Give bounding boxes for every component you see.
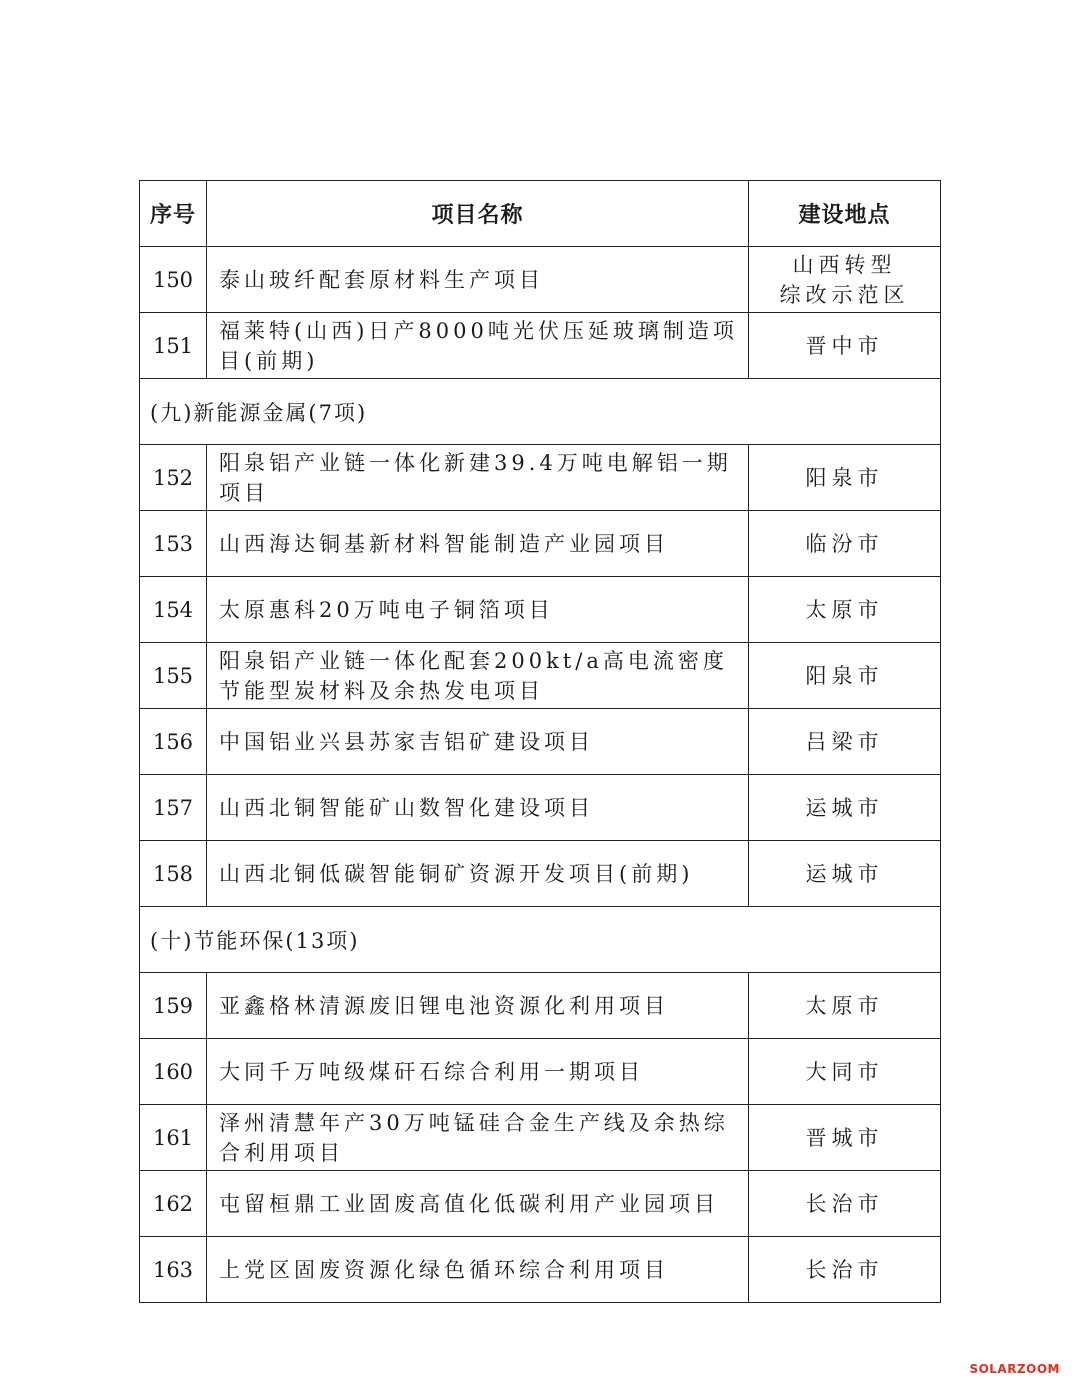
table-body [140, 247, 941, 1303]
project-name-cell: 中国铝业兴县苏家吉铝矿建设项目 [207, 709, 749, 775]
location-line: 太原市 [805, 597, 884, 622]
project-name-cell: 泰山玻纤配套原材料生产项目 [207, 247, 749, 313]
project-name-cell: 泽州清慧年产30万吨锰硅合金生产线及余热综合利用项目 [207, 1105, 749, 1171]
location-line: 吕梁市 [805, 729, 884, 754]
location-line: 长治市 [805, 1191, 884, 1216]
location-cell [749, 511, 941, 577]
table-row [140, 643, 941, 709]
table-row [140, 841, 941, 907]
location-cell [749, 709, 941, 775]
location-cell [749, 1171, 941, 1237]
project-table [139, 180, 941, 1303]
project-name-cell: 福莱特(山西)日产8000吨光伏压延玻璃制造项目(前期) [207, 313, 749, 379]
location-line: 阳泉市 [805, 663, 884, 688]
serial-number-cell: 162 [140, 1171, 207, 1237]
location-line: 晋中市 [805, 333, 884, 358]
location-cell [749, 577, 941, 643]
location-line: 运城市 [805, 861, 884, 886]
header-serial-number: 序号 [140, 181, 207, 247]
serial-number-cell: 160 [140, 1039, 207, 1105]
location-line: 太原市 [805, 993, 884, 1018]
serial-number-cell: 161 [140, 1105, 207, 1171]
header-project-name: 项目名称 [207, 181, 749, 247]
location-cell [749, 775, 941, 841]
table-row [140, 1171, 941, 1237]
serial-number-cell: 153 [140, 511, 207, 577]
location-line: 临汾市 [805, 531, 884, 556]
project-name-cell: 屯留桓鼎工业固废高值化低碳利用产业园项目 [207, 1171, 749, 1237]
location-line: 晋城市 [805, 1125, 884, 1150]
header-location: 建设地点 [749, 181, 941, 247]
location-line: 阳泉市 [805, 465, 884, 490]
project-name-cell: 山西海达铜基新材料智能制造产业园项目 [207, 511, 749, 577]
serial-number-cell: 154 [140, 577, 207, 643]
location-cell [749, 247, 941, 313]
project-name-cell: 阳泉铝产业链一体化配套200kt/a高电流密度节能型炭材料及余热发电项目 [207, 643, 749, 709]
project-name-cell: 太原惠科20万吨电子铜箔项目 [207, 577, 749, 643]
serial-number-cell: 159 [140, 973, 207, 1039]
location-cell [749, 1039, 941, 1105]
watermark-logo: SOLARZOOM [969, 1362, 1060, 1376]
location-line: 运城市 [805, 795, 884, 820]
location-line: 综改示范区 [779, 282, 910, 307]
table-row [140, 445, 941, 511]
project-name-cell: 上党区固废资源化绿色循环综合利用项目 [207, 1237, 749, 1303]
project-name-cell: 大同千万吨级煤矸石综合利用一期项目 [207, 1039, 749, 1105]
location-line: 山西转型 [792, 252, 897, 277]
table-row [140, 1105, 941, 1171]
table-row [140, 1039, 941, 1105]
location-cell [749, 313, 941, 379]
location-cell [749, 445, 941, 511]
serial-number-cell: 158 [140, 841, 207, 907]
table-row [140, 511, 941, 577]
serial-number-cell: 157 [140, 775, 207, 841]
project-name-cell: 亚鑫格林清源废旧锂电池资源化利用项目 [207, 973, 749, 1039]
serial-number-cell: 156 [140, 709, 207, 775]
serial-number-cell: 151 [140, 313, 207, 379]
serial-number-cell: 163 [140, 1237, 207, 1303]
project-name-cell: 山西北铜低碳智能铜矿资源开发项目(前期) [207, 841, 749, 907]
table-row [140, 1237, 941, 1303]
serial-number-cell: 155 [140, 643, 207, 709]
section-title: (十)节能环保(13项) [140, 907, 941, 973]
table-row [140, 577, 941, 643]
table-row [140, 313, 941, 379]
project-name-cell: 阳泉铝产业链一体化新建39.4万吨电解铝一期项目 [207, 445, 749, 511]
location-cell [749, 1237, 941, 1303]
table-row [140, 247, 941, 313]
serial-number-cell: 150 [140, 247, 207, 313]
table-row [140, 775, 941, 841]
project-name-cell: 山西北铜智能矿山数智化建设项目 [207, 775, 749, 841]
section-row [140, 907, 941, 973]
table-header-row [140, 181, 941, 247]
section-title: (九)新能源金属(7项) [140, 379, 941, 445]
location-line: 长治市 [805, 1257, 884, 1282]
location-cell [749, 1105, 941, 1171]
location-line: 大同市 [805, 1059, 884, 1084]
location-cell [749, 841, 941, 907]
table-row [140, 973, 941, 1039]
section-row [140, 379, 941, 445]
serial-number-cell: 152 [140, 445, 207, 511]
location-cell [749, 973, 941, 1039]
table-row [140, 709, 941, 775]
location-cell [749, 643, 941, 709]
